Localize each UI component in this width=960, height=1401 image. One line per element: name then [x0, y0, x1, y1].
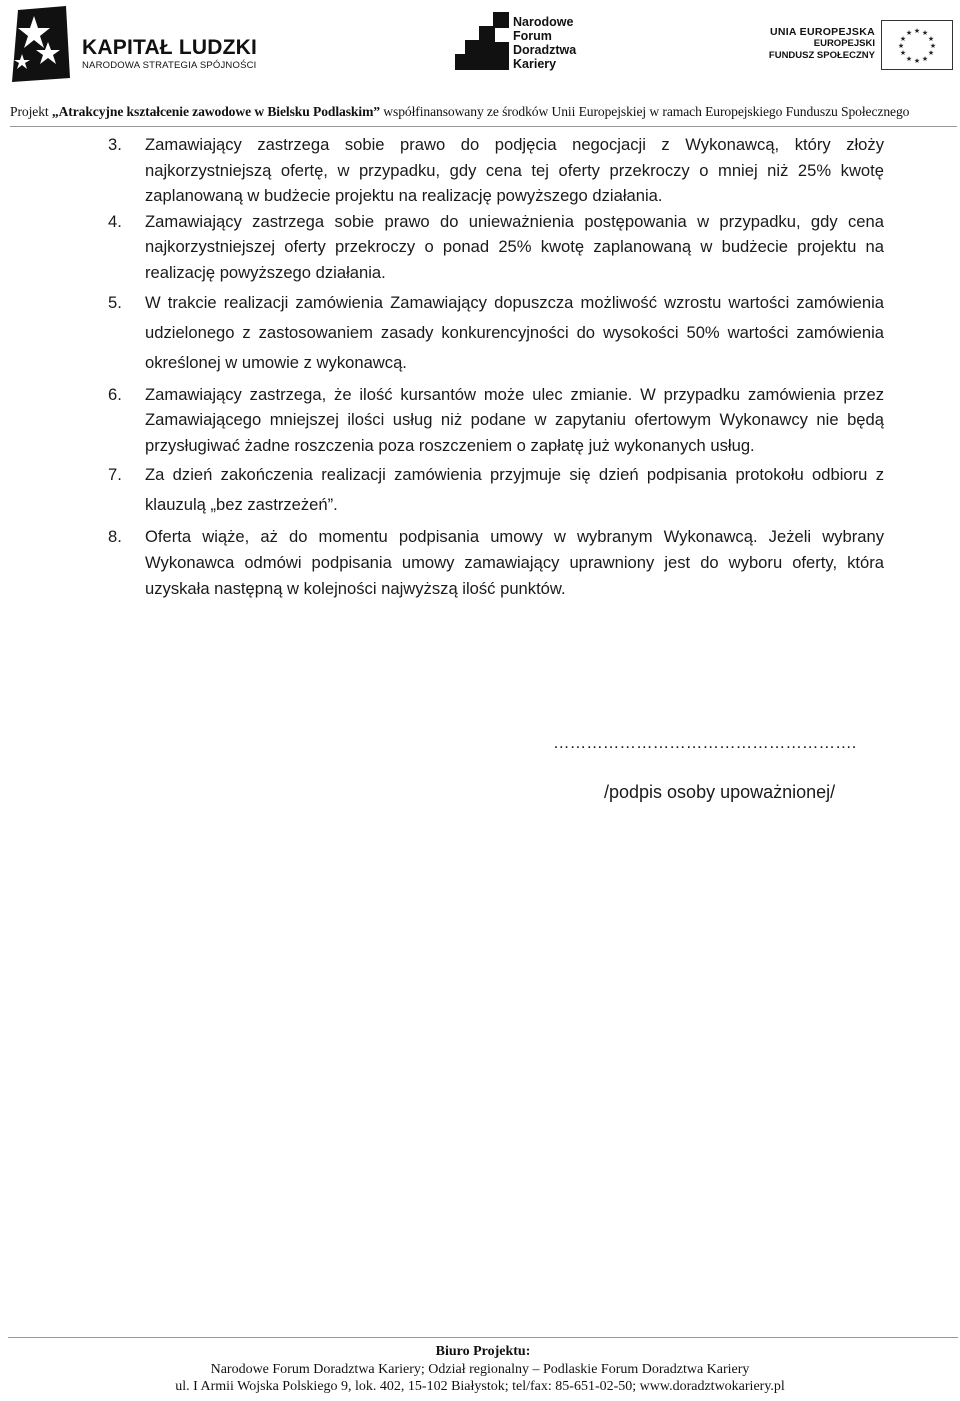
kapital-ludzki-subtitle: NARODOWA STRATEGIA SPÓJNOŚCI	[82, 60, 257, 71]
footer-line-1: Narodowe Forum Doradztwa Kariery; Odział regionalny – Podlaskie Forum Doradztwa Kariery	[210, 1362, 750, 1377]
list-item	[108, 209, 884, 286]
list-item	[108, 288, 884, 378]
list-item-text: Zamawiający zastrzega sobie prawo do podjęcia negocjacji z Wykonawcą, który złoży najkorzystniejszą ofertę, w przypadku, gdy cena tej oferty przekroczy o mniej niż 25% kwotę zaplanowaną w budżecie projektu na realizację powyższego działania.	[145, 135, 884, 206]
list-item-text: W trakcie realizacji zamówienia Zamawiający dopuszcza możliwość wzrostu wartości zamówienia udzielonego z zastosowaniem zasady konkurencyjności do wysokości 50% wartości zamówienia określonej w umowie z wykonawcą.	[145, 292, 884, 372]
nfdk-stairs-icon	[455, 12, 511, 72]
eu-text	[769, 26, 875, 62]
nfdk-name	[513, 15, 576, 71]
footer	[0, 1343, 960, 1395]
svg-text:★: ★	[913, 27, 921, 35]
list-item-text: Zamawiający zastrzega, że ilość kursantów może ulec zmianie. W przypadku zamówienia przez Zamawiającego mniejszej ilości usług niż podane w zapytaniu ofertowym Wykonawcy nie będą przysługiwać żadne roszczenia poza roszczeniem o zapłatę już wykonanych usług.	[145, 384, 884, 455]
nfdk-logo	[455, 12, 575, 76]
footer-line-2: ul. I Armii Wojska Polskiego 9, lok. 402, 15-102 Białystok; tel/fax: 85-651-02-50; www.doradztwokariery.pl	[175, 1379, 785, 1394]
list-item-text: Oferta wiąże, aż do momentu podpisania umowy w wybranym Wykonawcą. Jeżeli wybrany Wykonawca odmówi podpisania umowy zamawiający uprawniony jest do wyboru oferty, która uzyskała następną w kolejności najwyższą ilość punktów.	[145, 527, 884, 598]
list-item-number: 6.	[108, 384, 122, 404]
nfdk-line-4: Kariery	[513, 57, 557, 71]
nfdk-line-1: Narodowe	[513, 15, 574, 29]
conditions-list	[108, 132, 884, 601]
list-item-number: 3.	[108, 135, 122, 154]
list-item-number: 7.	[108, 465, 122, 485]
list-item	[108, 132, 884, 209]
project-suffix: współfinansowany ze środków Unii Europejskiej w ramach Europejskiego Funduszu Społecznego	[380, 104, 910, 119]
svg-text:★: ★	[929, 42, 937, 50]
list-item	[108, 524, 884, 601]
project-prefix: Projekt	[10, 104, 52, 119]
svg-text:★: ★	[899, 35, 907, 43]
project-title-line	[10, 104, 950, 120]
list-item-text: Zamawiający zastrzega sobie prawo do unieważnienia postępowania w przypadku, gdy cena najkorzystniejszej oferty przekroczy o ponad 25% kwotę zaplanowaną w budżecie projektu na realizację powyższego działania.	[145, 211, 884, 282]
svg-text:★: ★	[905, 29, 913, 37]
list-item	[108, 460, 884, 520]
eu-line-3: FUNDUSZ SPOŁECZNY	[768, 50, 875, 61]
project-name: „Atrakcyjne kształcenie zawodowe w Bielsku Podlaskim”	[51, 104, 380, 119]
list-item-number: 8.	[108, 527, 122, 547]
signature-label: /podpis osoby upoważnionej/	[604, 782, 836, 802]
kapital-ludzki-logo	[8, 6, 258, 82]
list-item	[108, 382, 884, 459]
list-item-number: 5.	[108, 292, 122, 312]
kapital-ludzki-emblem-icon	[8, 6, 74, 82]
signature-line: ……………………………………………….	[553, 733, 857, 752]
footer-divider	[8, 1337, 958, 1338]
eu-line-1: UNIA EUROPEJSKA	[769, 26, 875, 38]
svg-text:★: ★	[897, 42, 905, 50]
svg-text:★: ★	[905, 55, 913, 63]
nfdk-line-3: Doradztwa	[513, 43, 577, 57]
svg-text:★: ★	[921, 55, 929, 63]
eu-flag-icon	[881, 20, 953, 70]
footer-title: Biuro Projektu:	[435, 1344, 531, 1359]
list-item-number: 4.	[108, 211, 122, 231]
nfdk-line-2: Forum	[513, 29, 552, 43]
eu-line-2: EUROPEJSKI	[813, 38, 875, 49]
svg-text:★: ★	[899, 49, 907, 57]
svg-text:★: ★	[913, 57, 921, 65]
header-divider	[10, 126, 957, 127]
svg-text:★: ★	[927, 49, 935, 57]
kapital-ludzki-title: KAPITAŁ LUDZKI	[82, 36, 258, 59]
svg-text:★: ★	[921, 29, 929, 37]
list-item-text: Za dzień zakończenia realizacji zamówienia przyjmuje się dzień podpisania protokołu odbioru z klauzulą „bez zastrzeżeń”.	[145, 465, 884, 515]
eu-logo	[768, 20, 953, 72]
svg-text:★: ★	[927, 35, 935, 43]
